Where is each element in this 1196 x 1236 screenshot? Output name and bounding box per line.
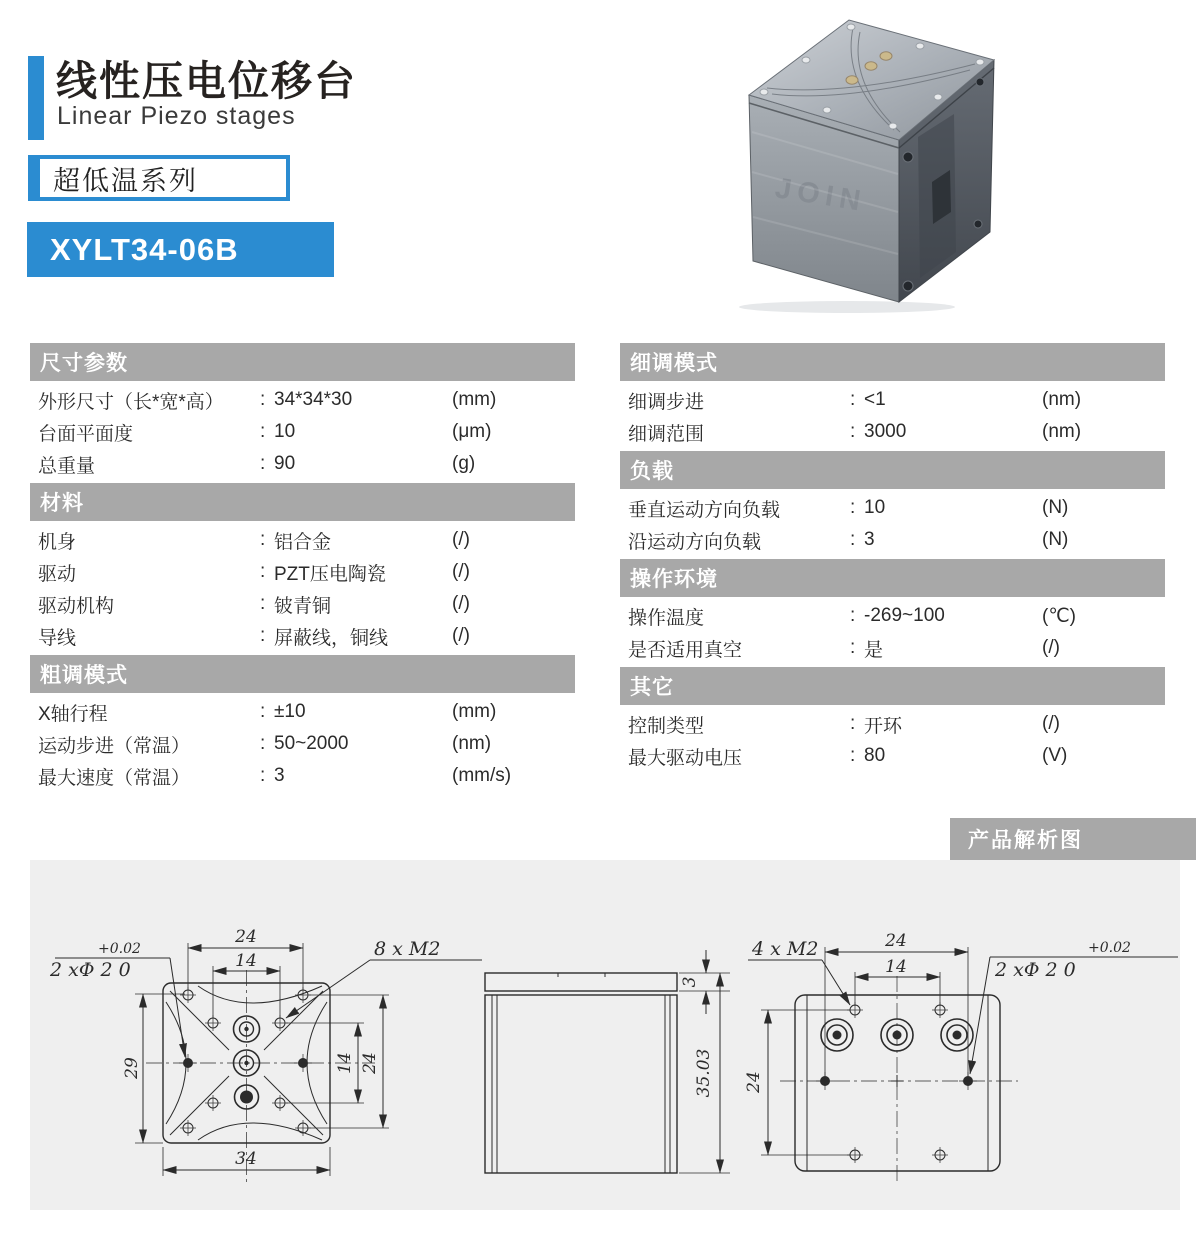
spec-colon: :	[260, 701, 266, 722]
spec-label: 外形尺寸（长*宽*高）	[38, 391, 224, 413]
spec-unit: (/)	[452, 625, 470, 646]
spec-row	[30, 556, 575, 588]
spec-row	[30, 416, 575, 448]
pin-tolerance: +0.02	[98, 941, 141, 957]
spec-colon: :	[850, 605, 856, 626]
spec-colon: :	[850, 421, 856, 442]
section-title: 材料	[40, 492, 84, 515]
spec-row	[620, 384, 1165, 416]
dim-34-bottom: 34	[235, 1149, 257, 1169]
dim-24-right: 24	[360, 1052, 380, 1074]
section-title: 操作环境	[630, 568, 718, 591]
top-view	[49, 927, 482, 1182]
page-title: 线性压电位移台	[56, 58, 357, 104]
spec-colon: :	[850, 745, 856, 766]
front-view	[485, 950, 730, 1173]
technical-drawing	[30, 860, 1180, 1210]
spec-unit: (g)	[452, 453, 476, 474]
spec-value: 3	[864, 529, 875, 550]
spec-label: 最大速度（常温）	[38, 767, 191, 789]
section-header	[620, 667, 1165, 705]
pin-callout: 2 xΦ 2 0	[50, 959, 131, 981]
dim-height: 35.03	[694, 1048, 714, 1098]
spec-table-left	[30, 343, 575, 792]
section-header	[620, 451, 1165, 489]
spec-section-dimensions	[30, 343, 575, 480]
screw-callout: 4 x M2	[752, 938, 819, 960]
spec-row	[620, 632, 1165, 664]
drawing-area	[30, 860, 1180, 1210]
spec-colon: :	[850, 637, 856, 658]
spec-row	[30, 524, 575, 556]
spec-unit: (mm)	[452, 389, 497, 410]
spec-label: 最大驱动电压	[628, 747, 743, 769]
spec-value: 50~2000	[274, 733, 349, 754]
spec-colon: :	[260, 593, 266, 614]
spec-colon: :	[260, 561, 266, 582]
dim-24-top: 24	[235, 927, 257, 947]
spec-value: 90	[274, 453, 296, 474]
spec-unit: (nm)	[1042, 421, 1082, 442]
spec-row	[30, 588, 575, 620]
spec-unit: (mm/s)	[452, 765, 512, 786]
dim-14-top: 14	[885, 957, 907, 977]
spec-value: 开环	[864, 715, 903, 737]
spec-section-environment	[620, 559, 1165, 664]
spec-value: 屏蔽线，铜线	[274, 627, 389, 649]
spec-unit: (/)	[1042, 713, 1060, 734]
spec-label: 台面平面度	[38, 423, 134, 445]
dim-24-top: 24	[885, 931, 907, 951]
spec-colon: :	[260, 765, 266, 786]
pin-callout: 2 xΦ 2 0	[995, 959, 1076, 981]
spec-unit: (N)	[1042, 529, 1069, 550]
section-title: 细调模式	[630, 352, 718, 375]
spec-label: 沿运动方向负载	[628, 531, 762, 553]
spec-unit: (/)	[452, 529, 470, 550]
pin-tolerance: +0.02	[1088, 940, 1131, 956]
spec-colon: :	[850, 389, 856, 410]
bottom-view	[744, 931, 1178, 1184]
top-view-callouts	[49, 938, 482, 1057]
spec-unit: (/)	[1042, 637, 1060, 658]
section-title: 其它	[630, 676, 674, 699]
dim-29-left: 29	[122, 1057, 142, 1079]
front-view-dimensions	[679, 950, 730, 1173]
section-title: 尺寸参数	[40, 352, 128, 375]
spec-label: 运动步进（常温）	[38, 735, 191, 757]
spec-label: 驱动	[38, 563, 77, 585]
spec-label: 垂直运动方向负载	[628, 499, 781, 521]
spec-value: 34*34*30	[274, 389, 353, 410]
spec-colon: :	[260, 529, 266, 550]
spec-row	[30, 760, 575, 792]
spec-label: 控制类型	[628, 715, 705, 737]
diagram-tag: 产品解析图	[950, 818, 1196, 860]
spec-unit: (mm)	[452, 701, 497, 722]
bottom-view-callouts	[748, 938, 1178, 1074]
spec-section-load	[620, 451, 1165, 556]
spec-label: 机身	[38, 531, 77, 553]
section-header	[620, 559, 1165, 597]
title-accent-bar	[28, 56, 44, 140]
spec-colon: :	[260, 421, 266, 442]
spec-row	[30, 696, 575, 728]
spec-colon: :	[260, 625, 266, 646]
spec-row	[30, 620, 575, 652]
spec-value: <1	[864, 389, 886, 410]
spec-label: 细调范围	[628, 423, 705, 445]
spec-row	[620, 416, 1165, 448]
section-header	[620, 343, 1165, 381]
product-photo	[722, 2, 1018, 314]
spec-row	[620, 524, 1165, 556]
section-header	[30, 483, 575, 521]
dim-3-plate: 3	[680, 976, 700, 988]
spec-unit: (nm)	[452, 733, 492, 754]
screw-callout: 8 x M2	[374, 938, 441, 960]
spec-unit: (μm)	[452, 421, 492, 442]
spec-value: 铝合金	[274, 531, 332, 553]
section-header	[30, 655, 575, 693]
spec-label: X轴行程	[38, 703, 108, 725]
spec-value: ±10	[274, 701, 306, 722]
spec-colon: :	[850, 713, 856, 734]
spec-unit: (N)	[1042, 497, 1069, 518]
spec-unit: (/)	[452, 561, 470, 582]
page-subtitle: Linear Piezo stages	[57, 102, 296, 130]
series-label: 超低温系列	[40, 159, 286, 197]
front-view-details	[492, 973, 670, 1173]
section-title: 粗调模式	[40, 664, 128, 687]
section-title: 负载	[630, 460, 674, 483]
spec-row	[620, 708, 1165, 740]
top-view-dimensions	[122, 927, 389, 1176]
spec-section-other	[620, 667, 1165, 772]
brand-engraving: JOIN	[772, 172, 869, 219]
spec-row	[620, 600, 1165, 632]
spec-value: 3	[274, 765, 285, 786]
section-header	[30, 343, 575, 381]
spec-row	[620, 492, 1165, 524]
spec-value: 铍青铜	[274, 595, 332, 617]
spec-value: 10	[864, 497, 886, 518]
spec-row	[30, 384, 575, 416]
top-view-center-circles	[234, 1016, 260, 1109]
model-badge: XYLT34-06B	[27, 222, 334, 277]
spec-row	[30, 728, 575, 760]
spec-label: 是否适用真空	[628, 639, 743, 661]
spec-label: 总重量	[38, 455, 96, 477]
bottom-view-dimensions	[744, 931, 968, 1155]
spec-unit: (V)	[1042, 745, 1068, 766]
spec-label: 导线	[38, 627, 77, 649]
spec-row	[30, 448, 575, 480]
spec-value: 是	[864, 639, 884, 661]
spec-value: 3000	[864, 421, 907, 442]
dim-14-top: 14	[235, 951, 257, 971]
spec-value: -269~100	[864, 605, 945, 626]
spec-label: 驱动机构	[38, 595, 115, 617]
dim-14-right: 14	[335, 1052, 355, 1074]
spec-colon: :	[850, 497, 856, 518]
spec-label: 细调步进	[628, 391, 705, 413]
spec-value: 80	[864, 745, 886, 766]
spec-row	[620, 740, 1165, 772]
spec-table-right	[620, 343, 1165, 772]
spec-section-coarse-mode	[30, 655, 575, 792]
spec-colon: :	[260, 453, 266, 474]
spec-colon: :	[260, 389, 266, 410]
spec-value: 10	[274, 421, 296, 442]
spec-unit: (℃)	[1042, 605, 1076, 627]
spec-section-fine-mode	[620, 343, 1165, 448]
spec-unit: (/)	[452, 593, 470, 614]
cube-shadow	[739, 301, 955, 313]
spec-colon: :	[850, 529, 856, 550]
spec-label: 操作温度	[628, 607, 705, 629]
spec-unit: (nm)	[1042, 389, 1082, 410]
spec-section-materials	[30, 483, 575, 652]
dim-24-left: 24	[744, 1071, 764, 1093]
spec-colon: :	[260, 733, 266, 754]
series-box	[28, 155, 290, 201]
spec-value: PZT压电陶瓷	[274, 563, 386, 585]
stage-cube	[739, 20, 994, 313]
